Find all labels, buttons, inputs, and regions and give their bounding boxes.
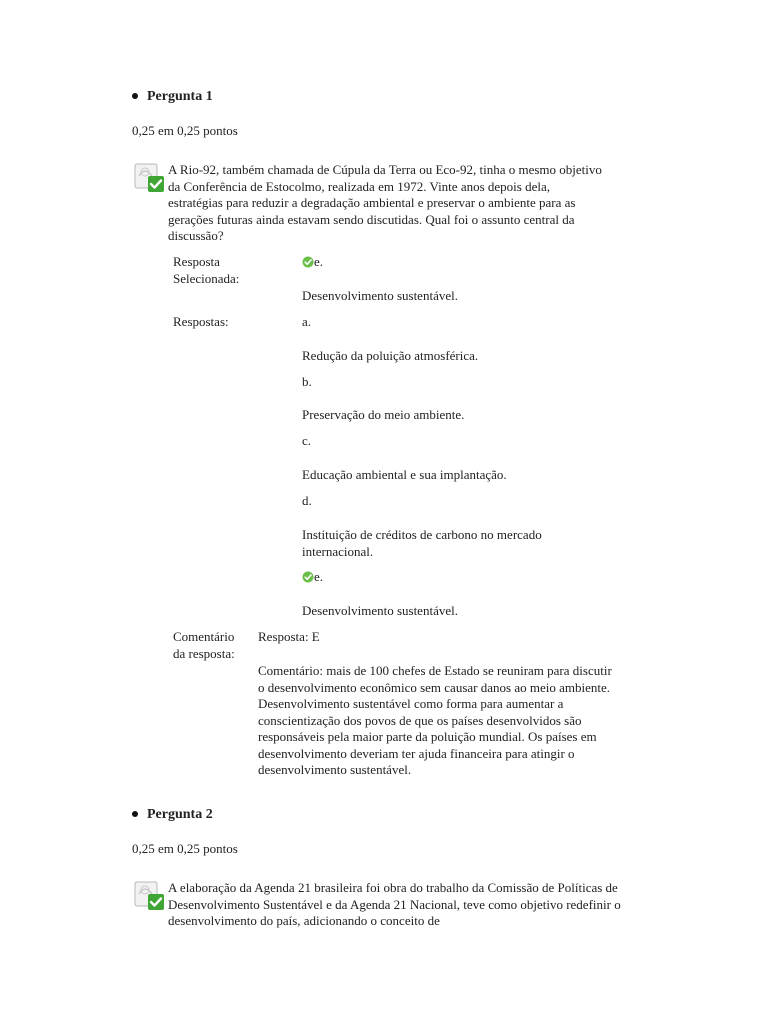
comment-label: Comentário da resposta: <box>173 629 235 661</box>
selected-answer-label: Resposta Selecionada: <box>173 254 240 286</box>
comment-text: Comentário: mais de 100 chefes de Estado se reuniram para discutir o desenvolvimento econômico sem causar danos ao meio ambiente. Desenvolvimento sustentável como forma para aumentar a conscientização dos povos de que os países desenvolvidos são responsáveis pela maior parte da poluição mundial. Os países em desenvolvimento deveriam ter ajuda financeira para atingir o desenvolvimento sustentável. <box>258 663 612 777</box>
question-1-text: A Rio-92, também chamada de Cúpula da Terra ou Eco-92, tinha o mesmo objetivo da Conferência de Estocolmo, realizada em 1972. Vinte anos depois dela, estratégias para reduzir a degradação ambiental e preservar o ambiente para as gerações futuras ainda estavam sendo discutidas. Qual foi o assunto central da discussão? <box>168 162 602 243</box>
question-2-title: Pergunta 2 <box>147 807 213 822</box>
question-2-text: A elaboração da Agenda 21 brasileira foi obra do trabalho da Comissão de Políticas de Desenvolvimento Sustentável e da Agenda 21 Nacional, teve como objetivo redefinir o desenvolvimento do país, adicionando o conceito de <box>168 880 621 928</box>
option-c-text: Educação ambiental e sua implantação. <box>302 467 507 482</box>
bullet-icon <box>132 811 138 817</box>
option-e-letter: e. <box>302 569 323 586</box>
question-1-title: Pergunta 1 <box>147 89 213 104</box>
check-icon <box>302 571 314 583</box>
question-2-heading <box>132 807 213 824</box>
option-b-letter: b. <box>302 374 312 389</box>
option-a-letter: a. <box>302 314 312 329</box>
question-2-score: 0,25 em 0,25 pontos <box>132 841 238 856</box>
question-1-heading <box>132 89 213 106</box>
bullet-icon <box>132 93 138 99</box>
option-a-text: Redução da poluição atmosférica. <box>302 348 479 363</box>
check-icon <box>302 256 314 268</box>
option-d-letter: d. <box>302 493 312 508</box>
comment-answer: Resposta: E <box>258 629 320 644</box>
selected-answer-text: Desenvolvimento sustentável. <box>302 288 458 303</box>
option-e-text: Desenvolvimento sustentável. <box>302 603 458 618</box>
selected-answer-letter: e. <box>302 254 323 271</box>
question-1-score: 0,25 em 0,25 pontos <box>132 123 238 138</box>
correct-answer-icon <box>134 880 166 912</box>
option-c-letter: c. <box>302 433 312 448</box>
correct-answer-icon <box>134 162 166 194</box>
answers-label: Respostas: <box>173 314 229 329</box>
option-b-text: Preservação do meio ambiente. <box>302 407 465 422</box>
option-d-text: Instituição de créditos de carbono no mercado internacional. <box>302 527 542 559</box>
